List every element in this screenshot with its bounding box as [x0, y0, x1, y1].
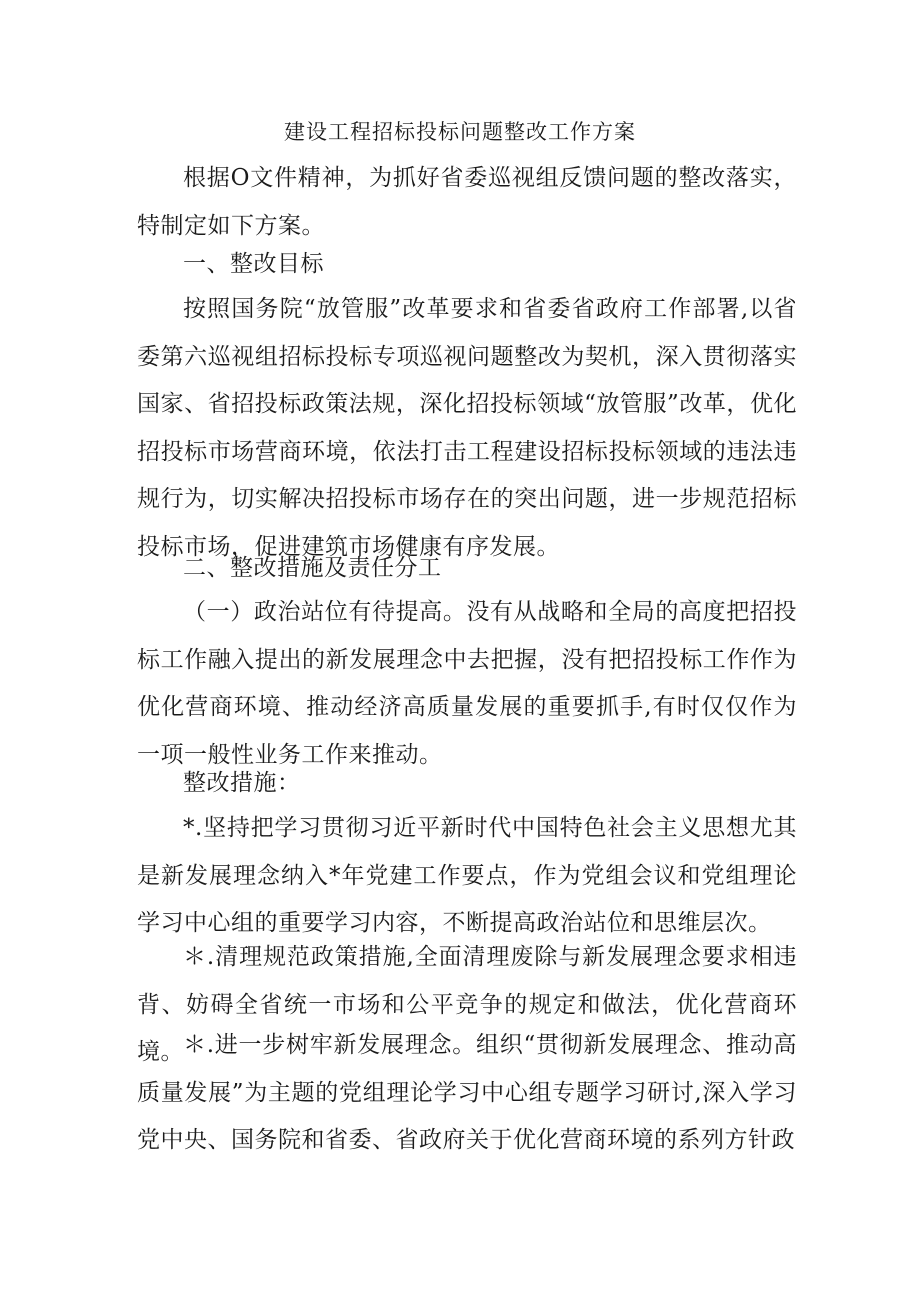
issue-paragraph-1: （一）政治站位有待提高。没有从战略和全局的高度把招投标工作融入提出的新发展理念中去把握，没有把招投标工作作为优化营商环境、推动经济高质量发展的重要抓手,有时仅仅作为一项一般性业务工作来推动。: [137, 599, 797, 768]
measures-label: 整改措施：: [183, 770, 301, 796]
section-heading-measures: 二、整改措施及责任分工: [183, 555, 442, 581]
measure-paragraph-1: *.坚持把学习贯彻习近平新时代中国特色社会主义思想尤其是新发展理念纳入*年党建工作要点，作为党组会议和党组理论学习中心组的重要学习内容，不断提高政治站位和思维层次。: [137, 815, 797, 936]
measure-paragraph-3: ＊.进一步树牢新发展理念。组织“贯彻新发展理念、推动高质量发展”为主题的党组理论学习中心组专题学习研讨,深入学习党中央、国务院和省委、省政府关于优化营商环境的系列方针政: [137, 1032, 797, 1153]
document-title: 建设工程招标投标问题整改工作方案: [284, 120, 636, 144]
measure-paragraph-2: ＊.清理规范政策措施,全面清理废除与新发展理念要求相违背、妨碍全省统一市场和公平竞争的规定和做法，优化营商环境。: [137, 944, 797, 1065]
section-heading-goals: 一、整改目标: [183, 251, 324, 277]
goals-paragraph: 按照国务院“放管服”改革要求和省委省政府工作部署,以省委第六巡视组招标投标专项巡视问题整改为契机，深入贯彻落实国家、省招投标政策法规，深化招投标领域“放管服”改革，优化招投标市场营商环境，依法打击工程建设招标投标领域的违法违规行为，切实解决招投标市场存在的突出问题，进一步规范招标投标市场，促进建筑市场健康有序发展。: [137, 296, 797, 560]
intro-paragraph: 根据O文件精神，为抓好省委巡视组反馈问题的整改落实，特制定如下方案。: [137, 165, 797, 239]
